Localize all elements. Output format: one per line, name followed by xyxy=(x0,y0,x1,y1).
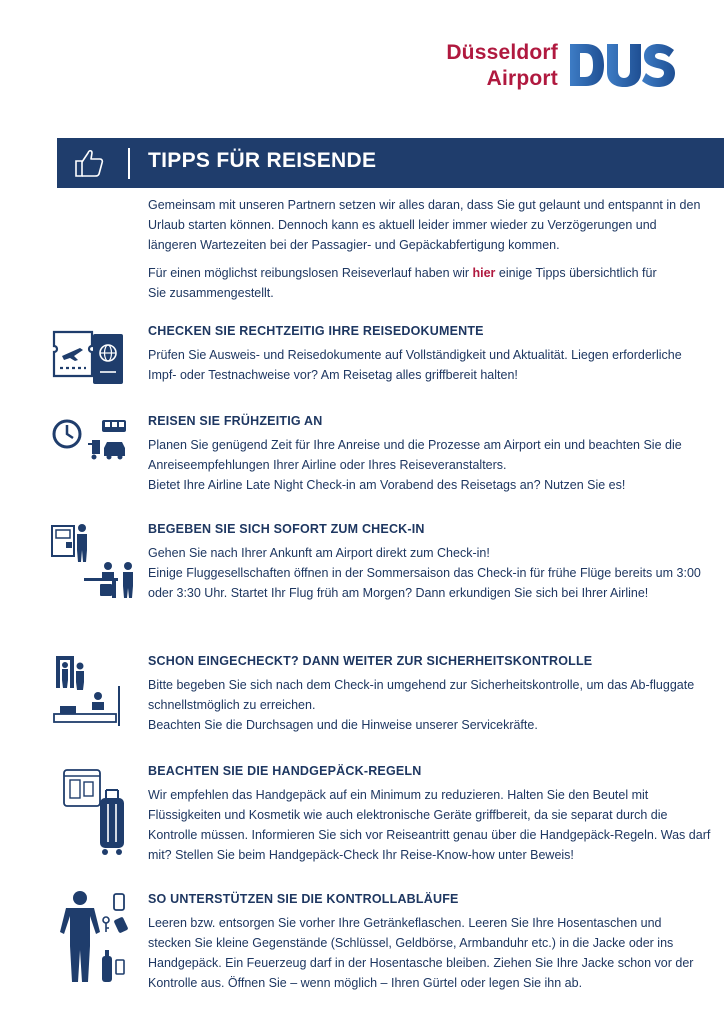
section-title: SO UNTERSTÜTZEN SIE DIE KONTROLLABLÄUFE xyxy=(148,892,459,906)
dus-logo-mark xyxy=(568,42,676,88)
check-in-counter-icon xyxy=(50,522,136,602)
clock-vehicles-icon xyxy=(52,414,132,464)
section-title: REISEN SIE FRÜHZEITIG AN xyxy=(148,414,323,428)
section-reisedokumente: CHECKEN SIE RECHTZEITIG IHRE REISEDOKUMENTE Prüfen Sie Ausweis- und Reisedokumente auf Vollständigkeit und Aktualität. Liegen erforderliche Impf- oder Testnachweise vor? Am Reisetag alles griffbereit halten! xyxy=(148,324,708,385)
intro-paragraph-1: Gemeinsam mit unseren Partnern setzen wir alles daran, dass Sie gut gelaunt und entspannt in den Urlaub starten können. Dennoch kann es aktuell leider immer wieder zu Verzögerungen und längeren Wartezeiten bei der Passagier- und Gepäckabfertigung kommen. xyxy=(148,198,701,252)
section-check-in: BEGEBEN SIE SICH SOFORT ZUM CHECK-IN Gehen Sie nach Ihrer Ankunft am Airport direkt zum Check-in! Einige Fluggesellschaften öffnen in der Sommersaison das Check-in für frühe Flüge bereits um 3:00 oder 3:30 Uhr. Startet Ihr Flug früh am Morgen? Dann erkundigen Sie sich bei Ihrer Airline! xyxy=(148,522,708,603)
airport-logo xyxy=(416,40,676,90)
thumbs-up-icon xyxy=(73,147,105,179)
section-handgepaeck: BEACHTEN SIE DIE HANDGEPÄCK-REGELN Wir empfehlen das Handgepäck auf ein Minimum zu reduzieren. Halten Sie den Beutel mit Flüssigkeiten und Kosmetik wie auch elektronische Geräte griffbereit, da sie separat durch die Kontrolle müssen. Informieren Sie sich vor Reiseantritt genau über die Handgepäck-Regeln. Was darf mit? Stellen Sie beim Handgepäck-Check Ihr Reise-Know-how unter Beweis! xyxy=(148,764,711,862)
section-title: BEGEBEN SIE SICH SOFORT ZUM CHECK-IN xyxy=(148,522,425,536)
person-pocket-items-icon xyxy=(58,890,134,986)
section-kontrollablaeufe: SO UNTERSTÜTZEN SIE DIE KONTROLLABLÄUFE Leeren bzw. entsorgen Sie vorher Ihre Getränkeflaschen. Leeren Sie Ihre Hosentaschen und stecken Sie kleine Gegenstände (Schlüssel, Geldbörse, Armbanduhr etc.) in die Jacke oder ins Handgepäck. Ein Feuerzeug darf in der Hosentasche bleiben. Ziehen Sie Ihre Jacke schon vor der Kontrolle aus. Öffnen Sie – wenn möglich – Ihren Gürtel oder legen Sie ihn ab. xyxy=(148,892,708,993)
banner-divider xyxy=(128,148,130,179)
section-title: CHECKEN SIE RECHTZEITIG IHRE REISEDOKUMENTE xyxy=(148,324,484,338)
section-title: SCHON EINGECHECKT? DANN WEITER ZUR SICHERHEITSKONTROLLE xyxy=(148,654,593,668)
ticket-passport-icon xyxy=(50,326,130,390)
section-sicherheitskontrolle: SCHON EINGECHECKT? DANN WEITER ZUR SICHERHEITSKONTROLLE Bitte begeben Sie sich nach dem Check-in umgehend zur Sicherheitskontrolle, um das Ab-fluggate schnellstmöglich zu erreichen. Beachten Sie die Durchsagen und die Hinweise unserer Servicekräfte. xyxy=(148,654,708,735)
hier-link[interactable]: hier xyxy=(472,266,496,280)
page-title: TIPPS FÜR REISENDE xyxy=(148,149,377,172)
intro-paragraph-2: Für einen möglichst reibungslosen Reiseverlauf haben wir hier einige Tipps übersichtlich für Sie zusammengestellt. xyxy=(148,266,657,300)
security-control-icon xyxy=(52,652,132,734)
section-fruehzeitig: REISEN SIE FRÜHZEITIG AN Planen Sie genügend Zeit für Ihre Anreise und die Prozesse am Airport ein und beachten Sie die Anreiseempfehlungen Ihrer Airline oder Ihres Reiseveranstalters. Bietet Ihre Airline Late Night Check-in am Vorabend des Reisetags an? Nutzen Sie es! xyxy=(148,414,708,495)
title-banner xyxy=(57,138,724,188)
hand-luggage-icon xyxy=(60,764,130,856)
logo-wordmark: Düsseldorf Airport xyxy=(446,41,558,90)
section-title: BEACHTEN SIE DIE HANDGEPÄCK-REGELN xyxy=(148,764,422,778)
